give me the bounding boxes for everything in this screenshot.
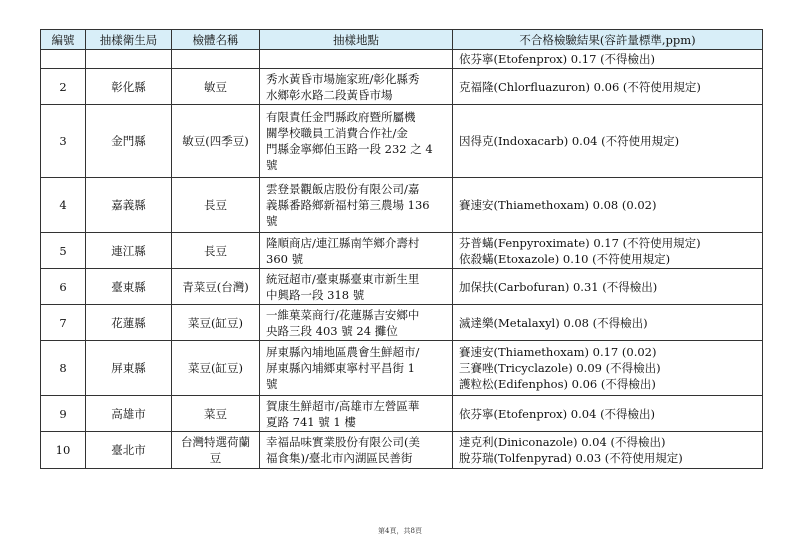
result-line: 脫芬瑞(Tolfenpyrad) 0.03 (不符使用規定) — [459, 451, 683, 465]
sample-name-line: 豆 — [209, 451, 222, 465]
cell-number: 9 — [41, 396, 86, 432]
cell-empty — [172, 50, 260, 69]
cell-agency: 花蓮縣 — [86, 305, 172, 341]
result-line: 依芬寧(Etofenprox) 0.17 (不得檢出) — [459, 52, 656, 66]
location-line: 中興路一段 318 號 — [266, 287, 365, 302]
table-row — [41, 341, 763, 396]
page-footer: 第4頁，共8頁 — [378, 527, 422, 535]
sample-name-line: 台灣特選荷蘭 — [181, 435, 250, 449]
sample-name-line: 長豆 — [204, 243, 227, 258]
sample-name-line: 敏豆(四季豆) — [182, 134, 249, 148]
cell-number: 5 — [41, 233, 86, 269]
cell-number: 6 — [41, 269, 86, 305]
cell-result — [453, 305, 763, 341]
location-line: 義縣番路鄉新福村第三農場 136 — [266, 198, 430, 212]
result-line: 依芬寧(Etofenprox) 0.04 (不得檢出) — [459, 406, 656, 421]
table-row — [41, 69, 763, 105]
inspection-results-table — [40, 29, 763, 469]
location-line: 有限責任金門縣政府暨所屬機 — [266, 110, 416, 124]
location-line: 號 — [266, 377, 278, 391]
table-body — [41, 50, 763, 469]
location-line: 秀水黃昏市場施家班/彰化縣秀 — [266, 71, 420, 86]
cell-result — [453, 233, 763, 269]
cell-sample-name — [172, 305, 260, 341]
cell-result — [453, 50, 763, 69]
cell-number: 10 — [41, 432, 86, 469]
result-line: 芬普蟎(Fenpyroximate) 0.17 (不符使用規定) — [459, 235, 701, 250]
cell-agency: 高雄市 — [86, 396, 172, 432]
result-line: 加保扶(Carbofuran) 0.31 (不得檢出) — [459, 279, 658, 294]
cell-location — [260, 178, 453, 233]
cell-sample-name — [172, 396, 260, 432]
cell-result — [453, 269, 763, 305]
header-agency: 抽樣衛生局 — [86, 30, 172, 50]
header-number: 編號 — [41, 30, 86, 50]
result-line: 滅達樂(Metalaxyl) 0.08 (不得檢出) — [459, 315, 648, 330]
table-row — [41, 396, 763, 432]
sample-name-line: 菜豆 — [204, 406, 227, 421]
cell-agency: 金門縣 — [86, 105, 172, 178]
table-header-row — [41, 30, 763, 50]
cell-sample-name — [172, 69, 260, 105]
table-row — [41, 178, 763, 233]
cell-number: 8 — [41, 341, 86, 396]
continuation-row — [41, 50, 763, 69]
location-line: 號 — [266, 158, 278, 172]
cell-sample-name — [172, 341, 260, 396]
table-row — [41, 233, 763, 269]
cell-number: 4 — [41, 178, 86, 233]
cell-number: 2 — [41, 69, 86, 105]
cell-number: 7 — [41, 305, 86, 341]
cell-number: 3 — [41, 105, 86, 178]
cell-result — [453, 341, 763, 396]
result-line: 因得克(Indoxacarb) 0.04 (不符使用規定) — [459, 134, 680, 148]
cell-agency: 嘉義縣 — [86, 178, 172, 233]
location-line: 夏路 741 號 1 樓 — [266, 414, 356, 429]
location-line: 關學校職員工消費合作社/金 — [266, 126, 408, 140]
sample-name-line: 青菜豆(台灣) — [182, 279, 249, 294]
cell-result — [453, 69, 763, 105]
location-line: 賀康生鮮超市/高雄市左營區華 — [266, 398, 420, 413]
sample-name-line: 菜豆(缸豆) — [188, 315, 243, 330]
result-line: 依殺蟎(Etoxazole) 0.10 (不符使用規定) — [459, 251, 671, 266]
cell-sample-name — [172, 269, 260, 305]
cell-location — [260, 269, 453, 305]
cell-sample-name — [172, 233, 260, 269]
cell-empty — [41, 50, 86, 69]
location-line: 門縣金寧鄉伯玉路一段 232 之 4 — [266, 142, 433, 156]
location-line: 屏東縣內埔地區農會生鮮超市/ — [266, 345, 420, 359]
result-line: 達克利(Diniconazole) 0.04 (不得檢出) — [459, 435, 666, 449]
cell-sample-name — [172, 178, 260, 233]
cell-result — [453, 178, 763, 233]
cell-agency: 屏東縣 — [86, 341, 172, 396]
cell-agency: 連江縣 — [86, 233, 172, 269]
location-line: 隆順商店/連江縣南竿鄉介壽村 — [266, 235, 420, 250]
location-line: 統冠超市/臺東縣臺東市新生里 — [266, 271, 420, 286]
location-line: 360 號 — [266, 251, 304, 266]
location-line: 福食集)/臺北市內湖區民善街 — [266, 451, 413, 465]
cell-result — [453, 432, 763, 469]
cell-empty — [86, 50, 172, 69]
location-line: 雲登景觀飯店股份有限公司/嘉 — [266, 182, 420, 196]
location-line: 屏東縣內埔鄉東寧村平昌街 1 — [266, 361, 415, 375]
location-line: 一維菓菜商行/花蓮縣吉安鄉中 — [266, 307, 420, 322]
location-line: 央路三段 403 號 24 攤位 — [266, 323, 398, 338]
cell-sample-name — [172, 432, 260, 469]
location-line: 水鄉彰水路二段黃昏市場 — [266, 87, 393, 102]
cell-sample-name — [172, 105, 260, 178]
sample-name-line: 長豆 — [204, 198, 227, 212]
table-row — [41, 305, 763, 341]
result-line: 賽速安(Thiamethoxam) 0.17 (0.02) — [459, 345, 657, 359]
cell-location — [260, 305, 453, 341]
cell-location — [260, 69, 453, 105]
header-location: 抽樣地點 — [260, 30, 453, 50]
cell-agency: 臺東縣 — [86, 269, 172, 305]
table-row — [41, 269, 763, 305]
result-line: 三賽唑(Tricyclazole) 0.09 (不得檢出) — [459, 361, 661, 375]
cell-location — [260, 233, 453, 269]
sample-name-line: 敏豆 — [204, 79, 227, 94]
result-line: 克福隆(Chlorfluazuron) 0.06 (不符使用規定) — [459, 79, 701, 94]
result-line: 賽速安(Thiamethoxam) 0.08 (0.02) — [459, 198, 657, 212]
table-row — [41, 432, 763, 469]
sample-name-line: 菜豆(缸豆) — [188, 361, 243, 375]
cell-agency: 臺北市 — [86, 432, 172, 469]
cell-location — [260, 341, 453, 396]
cell-location — [260, 432, 453, 469]
header-result: 不合格檢驗結果(容許量標準,ppm) — [453, 30, 763, 50]
cell-agency: 彰化縣 — [86, 69, 172, 105]
location-line: 幸福品味實業股份有限公司(美 — [266, 435, 420, 449]
cell-location — [260, 105, 453, 178]
cell-result — [453, 105, 763, 178]
location-line: 號 — [266, 214, 278, 228]
table-row — [41, 105, 763, 178]
header-sample-name: 檢體名稱 — [172, 30, 260, 50]
cell-location — [260, 396, 453, 432]
cell-result — [453, 396, 763, 432]
result-line: 護粒松(Edifenphos) 0.06 (不得檢出) — [459, 377, 656, 391]
cell-empty — [260, 50, 453, 69]
